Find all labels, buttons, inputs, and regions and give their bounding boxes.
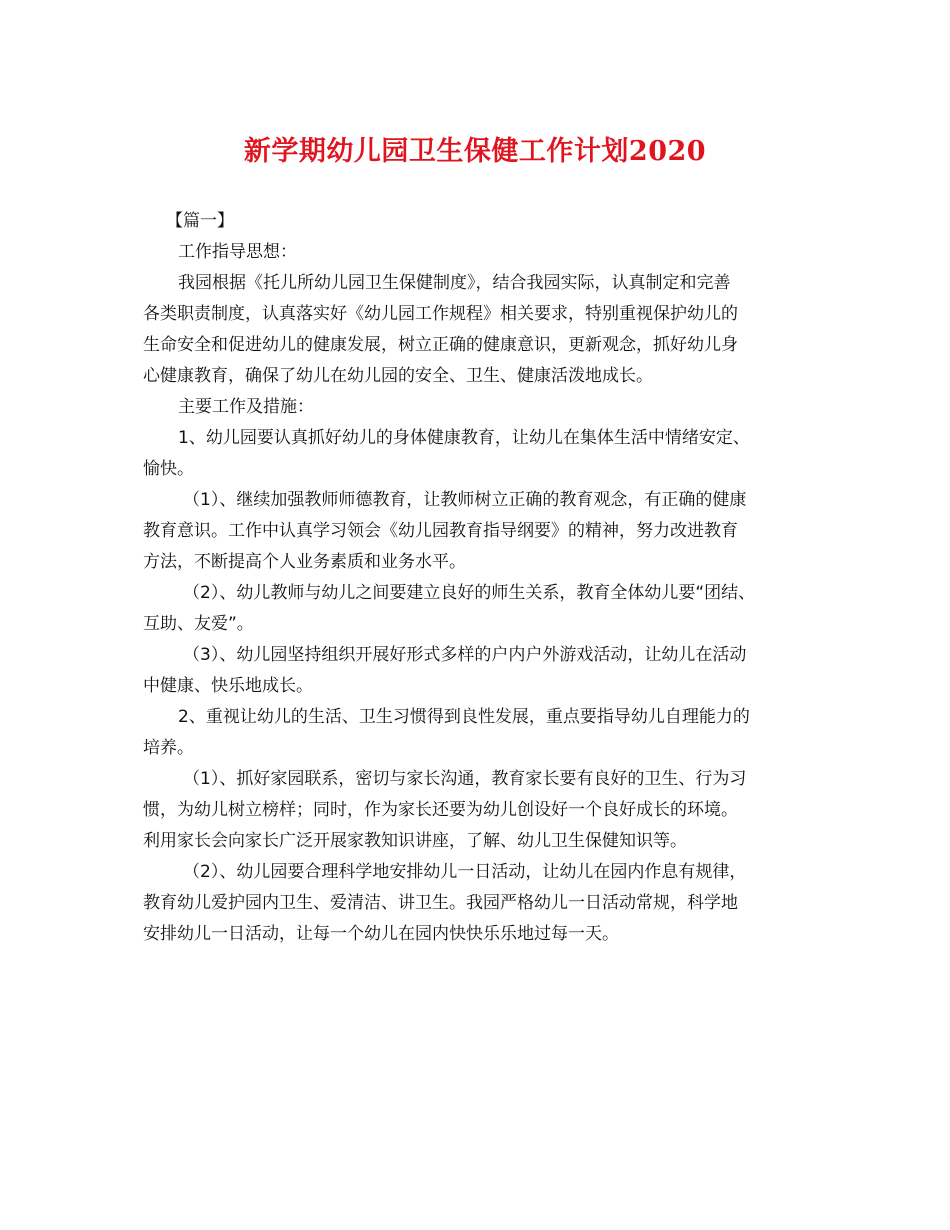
paragraph-heading: 工作指导思想： bbox=[178, 242, 297, 262]
paragraph-line: （1）、抓好家园联系，密切与家长沟通，教育家长要有良好的卫生、行为习 bbox=[183, 769, 747, 789]
document-body bbox=[143, 206, 823, 950]
paragraph-line: 2、重视让幼儿的生活、卫生习惯得到良性发展，重点要指导幼儿自理能力的 bbox=[178, 707, 750, 727]
paragraph-line: 安排幼儿一日活动，让每一个幼儿在园内快快乐乐地过每一天。 bbox=[143, 924, 619, 944]
paragraph-line: 我园根据《托儿所幼儿园卫生保健制度》，结合我园实际，认真制定和完善 bbox=[178, 273, 731, 293]
paragraph-line: （3）、幼儿园坚持组织开展好形式多样的户内户外游戏活动，让幼儿在活动 bbox=[183, 645, 747, 665]
paragraph-line: 惯，为幼儿树立榜样；同时，作为家长还要为幼儿创设好一个良好成长的环境。 bbox=[143, 800, 738, 820]
paragraph-line: 培养。 bbox=[143, 738, 194, 758]
paragraph-line: 各类职责制度，认真落实好《幼儿园工作规程》相关要求，特别重视保护幼儿的 bbox=[143, 304, 738, 324]
paragraph-line: 中健康、快乐地成长。 bbox=[143, 676, 313, 696]
paragraph-line: 方法，不断提高个人业务素质和业务水平。 bbox=[143, 552, 466, 572]
paragraph-line: 愉快。 bbox=[143, 459, 194, 479]
paragraph-heading: 主要工作及措施： bbox=[178, 397, 314, 417]
paragraph-line: 利用家长会向家长广泛开展家教知识讲座，了解、幼儿卫生保健知识等。 bbox=[143, 831, 687, 851]
paragraph-line: 心健康教育，确保了幼儿在幼儿园的安全、卫生、健康活泼地成长。 bbox=[143, 366, 653, 386]
paragraph-line: 教育意识。工作中认真学习领会《幼儿园教育指导纲要》的精神，努力改进教育 bbox=[143, 521, 738, 541]
document-title: 新学期幼儿园卫生保健工作计划2020 bbox=[243, 136, 707, 167]
paragraph-line: （2）、幼儿教师与幼儿之间要建立良好的师生关系，教育全体幼儿要“团结、 bbox=[183, 583, 756, 603]
paragraph-line: （2）、幼儿园要合理科学地安排幼儿一日活动，让幼儿在园内作息有规律， bbox=[183, 862, 747, 882]
paragraph-line: 互助、友爱”。 bbox=[143, 614, 254, 634]
paragraph-line: 1、幼儿园要认真抓好幼儿的身体健康教育，让幼儿在集体生活中情绪安定、 bbox=[178, 428, 750, 448]
paragraph-line: （1）、继续加强教师师德教育，让教师树立正确的教育观念，有正确的健康 bbox=[183, 490, 747, 510]
paragraph-line: 教育幼儿爱护园内卫生、爱清洁、讲卫生。我园严格幼儿一日活动常规，科学地 bbox=[143, 893, 738, 913]
section-heading: 【篇一】 bbox=[166, 211, 234, 231]
paragraph-line: 生命安全和促进幼儿的健康发展，树立正确的健康意识，更新观念，抓好幼儿身 bbox=[143, 335, 738, 355]
